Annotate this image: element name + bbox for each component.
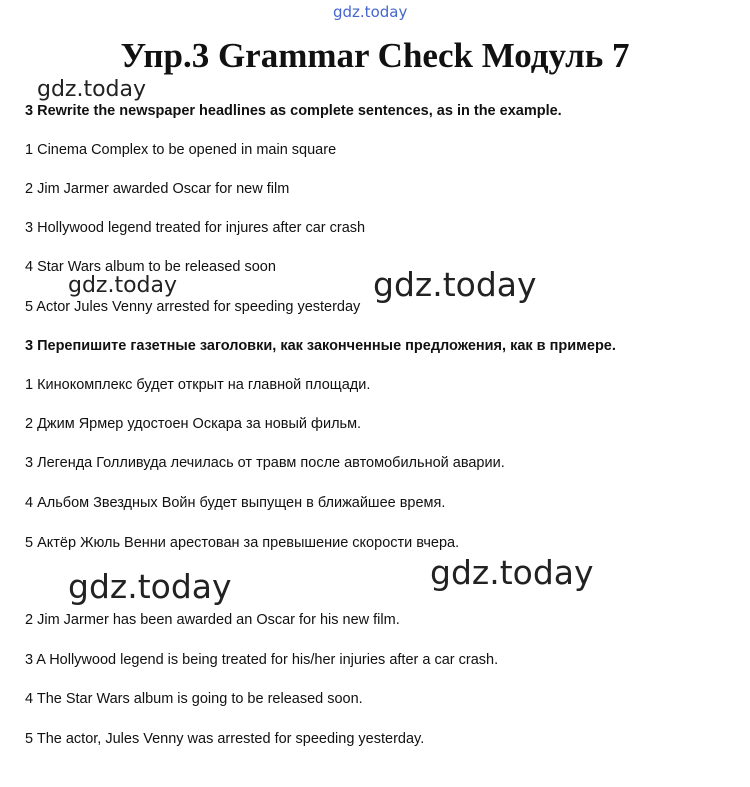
watermark-4: gdz.today bbox=[68, 567, 232, 606]
task-en-item-2: 2 Jim Jarmer awarded Oscar for new film bbox=[25, 181, 290, 197]
task-ru-item-4: 4 Альбом Звездных Войн будет выпущен в ближайшее время. bbox=[25, 495, 446, 511]
task-ru-item-5: 5 Актёр Жюль Венни арестован за превышение скорости вчера. bbox=[25, 535, 460, 551]
watermark-top: gdz.today bbox=[333, 3, 408, 21]
task-en-item-5: 5 Actor Jules Venny arrested for speeding yesterday bbox=[25, 299, 361, 315]
task-en-item-4: 4 Star Wars album to be released soon bbox=[25, 259, 276, 275]
page-title: Упр.3 Grammar Check Модуль 7 bbox=[120, 36, 630, 75]
task-en-item-1: 1 Cinema Complex to be opened in main square bbox=[25, 142, 337, 158]
task-en-item-3: 3 Hollywood legend treated for injures after car crash bbox=[25, 220, 366, 236]
task-ru-instruction: 3 Перепишите газетные заголовки, как законченные предложения, как в примере. bbox=[25, 338, 616, 354]
task-ru-item-3: 3 Легенда Голливуда лечилась от травм после автомобильной аварии. bbox=[25, 455, 505, 471]
task-ru-item-2: 2 Джим Ярмер удостоен Оскара за новый фильм. bbox=[25, 416, 362, 432]
answer-item-5: 5 The actor, Jules Venny was arrested for speeding yesterday. bbox=[25, 731, 425, 747]
watermark-1: gdz.today bbox=[37, 77, 147, 102]
task-ru-item-1: 1 Кинокомплекс будет открыт на главной площади. bbox=[25, 377, 371, 393]
watermark-3: gdz.today bbox=[373, 265, 537, 304]
answer-item-2: 2 Jim Jarmer has been awarded an Oscar for his new film. bbox=[25, 612, 400, 628]
watermark-5: gdz.today bbox=[430, 553, 594, 592]
watermark-2: gdz.today bbox=[68, 273, 178, 298]
task-en-instruction: 3 Rewrite the newspaper headlines as complete sentences, as in the example. bbox=[25, 103, 562, 119]
answer-item-3: 3 A Hollywood legend is being treated for his/her injuries after a car crash. bbox=[25, 652, 499, 668]
answer-item-4: 4 The Star Wars album is going to be released soon. bbox=[25, 691, 363, 707]
